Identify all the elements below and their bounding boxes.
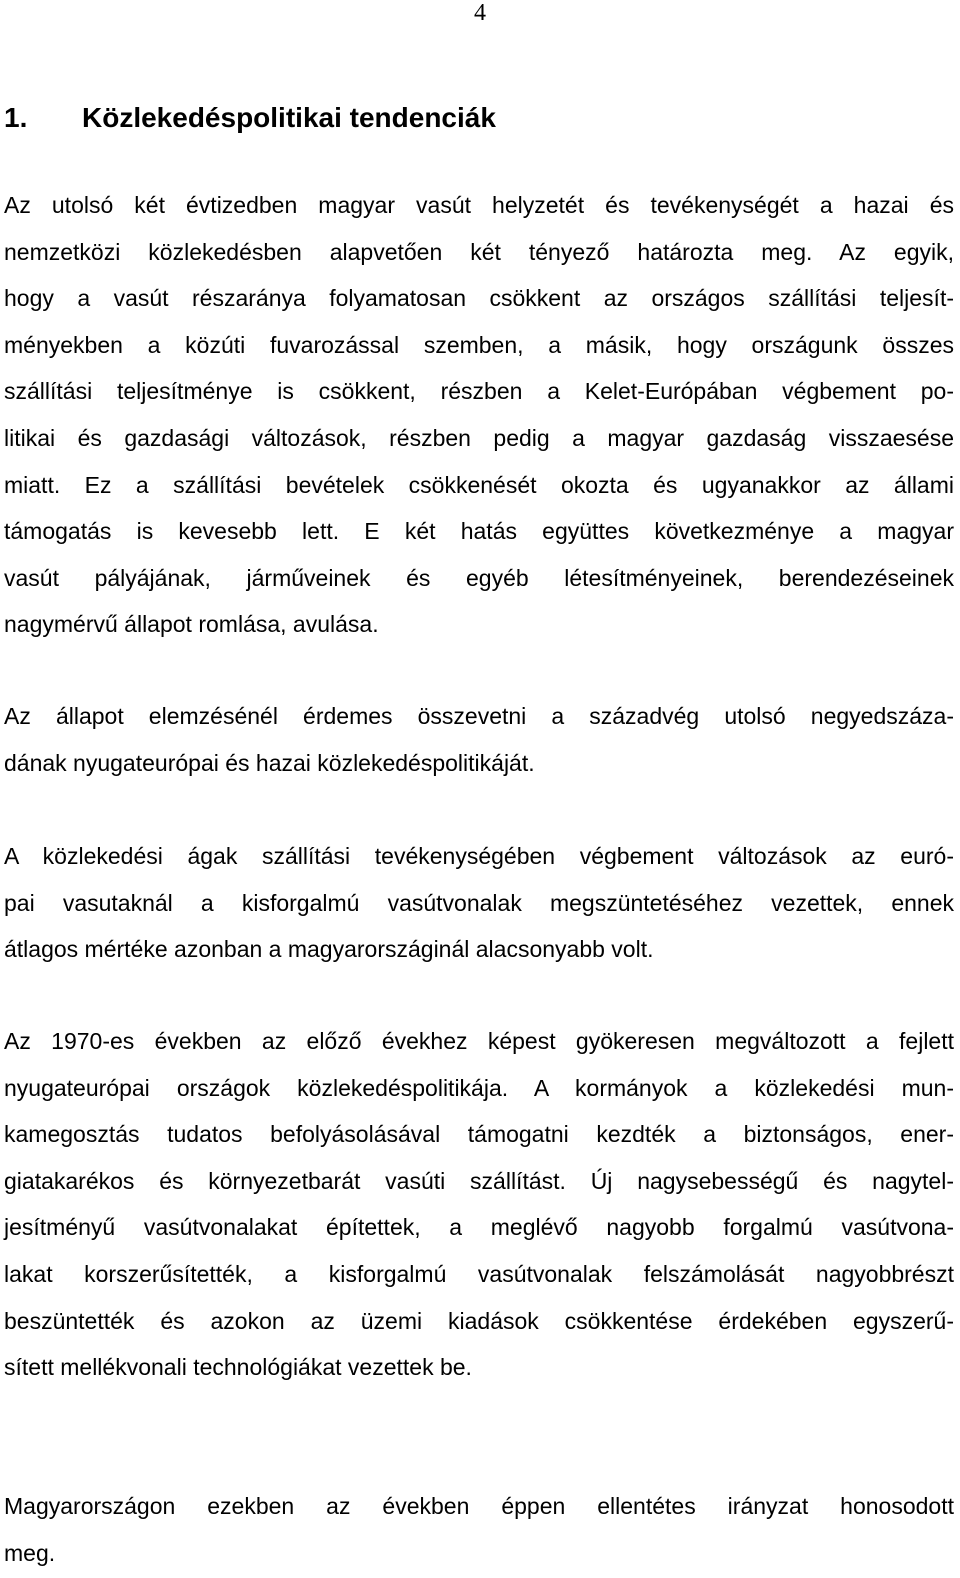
text-line: beszüntették és azokon az üzemi kiadások csökkentése érdekében egyszerű- (4, 1307, 954, 1334)
paragraph-5 (4, 1483, 954, 1576)
text-line: támogatás is kevesebb lett. E két hatás együttes következménye a magyar (4, 518, 954, 545)
text-line: sített mellékvonali technológiákat vezettek be. (4, 1354, 472, 1381)
text-line: Az 1970-es években az előző évekhez képest gyökeresen megváltozott a fejlett (4, 1028, 954, 1054)
text-line: A közlekedési ágak szállítási tevékenységében végbement változások az euró- (4, 843, 954, 869)
text-line: giatakarékos és környezetbarát vasúti szállítást. Új nagysebességű és nagytel- (4, 1167, 954, 1194)
paragraph-2 (4, 693, 954, 786)
paragraph-1 (4, 182, 954, 648)
text-line: pai vasutaknál a kisforgalmú vasútvonalak megszüntetéséhez vezettek, ennek (4, 889, 954, 916)
section-title: Közlekedéspolitikai tendenciák (82, 102, 496, 133)
text-line: hogy a vasút részaránya folyamatosan csökkent az országos szállítási teljesít- (4, 285, 954, 312)
text-line: vasút pályájának, járműveinek és egyéb létesítményeinek, berendezéseinek (4, 564, 954, 591)
text-line: átlagos mértéke azonban a magyarországinál alacsonyabb volt. (4, 936, 654, 963)
text-line: lakat korszerűsítették, a kisforgalmú vasútvonalak felszámolását nagyobbrészt (4, 1260, 954, 1287)
text-line: Magyarországon ezekben az években éppen ellentétes irányzat honosodott (4, 1493, 954, 1519)
text-line: szállítási teljesítménye is csökkent, részben a Kelet-Európában végbement po- (4, 378, 954, 405)
text-line: kamegosztás tudatos befolyásolásával támogatni kezdték a biztonságos, ener- (4, 1121, 954, 1148)
text-line: jesítményű vasútvonalakat építettek, a meglévő nagyobb forgalmú vasútvona- (4, 1214, 954, 1241)
paragraph-3 (4, 833, 954, 973)
section-heading (4, 101, 496, 135)
text-line: ményekben a közúti fuvarozással szemben, a másik, hogy országunk összes (4, 331, 954, 358)
section-number: 1. (4, 102, 28, 133)
text-line: miatt. Ez a szállítási bevételek csökkenését okozta és ugyanakkor az állami (4, 471, 954, 498)
text-line: Az utolsó két évtizedben magyar vasút helyzetét és tevékenységét a hazai és (4, 192, 954, 218)
text-line: litikai és gazdasági változások, részben pedig a magyar gazdaság visszaesése (4, 424, 954, 451)
paragraph-4 (4, 1018, 954, 1391)
text-line: dának nyugateurópai és hazai közlekedéspolitikáját. (4, 749, 535, 776)
text-line: nagymérvű állapot romlása, avulása. (4, 611, 379, 638)
text-line: meg. (4, 1539, 56, 1566)
text-line: nyugateurópai országok közlekedéspolitikája. A kormányok a közlekedési mun- (4, 1074, 954, 1101)
text-line: Az állapot elemzésénél érdemes összevetni a századvég utolsó negyedszáza- (4, 703, 954, 729)
page-number: 4 (474, 0, 486, 26)
text-line: nemzetközi közlekedésben alapvetően két tényező határozta meg. Az egyik, (4, 238, 954, 265)
